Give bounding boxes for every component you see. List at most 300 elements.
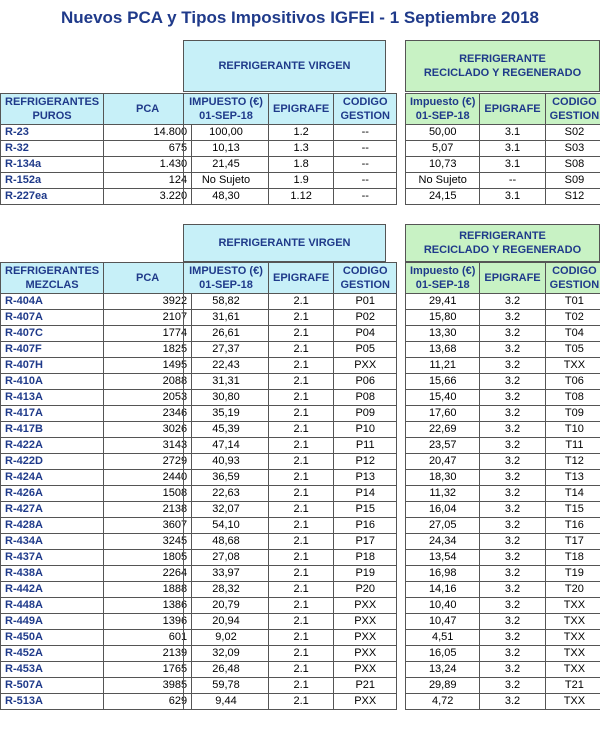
table-row [406,614,600,630]
cell-code: P06 [334,374,397,390]
table-row [1,678,192,694]
column-header [480,263,545,294]
cell-name: R-407C [1,326,104,342]
cell-name: R-422D [1,454,104,470]
cell-tax: 40,93 [184,454,269,470]
column-header-line: CODIGO [552,265,597,277]
cell-code: P15 [334,502,397,518]
table-row [1,646,192,662]
cell-pca: 3245 [104,534,192,550]
recycled-title-line1: REFRIGERANTE [459,53,546,65]
cell-epi2: 3.1 [480,157,545,173]
cell-name: R-427A [1,502,104,518]
column-header [269,263,334,294]
cell-pca: 3.220 [104,189,192,205]
cell-epi: 2.1 [269,470,334,486]
cell-epi: 2.1 [269,646,334,662]
table-row [406,518,600,534]
table-row [406,294,600,310]
table-row [184,189,397,205]
cell-code2: T06 [545,374,600,390]
table-row [1,157,192,173]
cell-epi: 2.1 [269,294,334,310]
cell-tax: 22,43 [184,358,269,374]
cell-code2: TXX [545,646,600,662]
table-row [1,470,192,486]
cell-pca: 1825 [104,342,192,358]
cell-tax: 48,68 [184,534,269,550]
table-row [406,125,600,141]
table-row [1,406,192,422]
cell-tax: 22,63 [184,486,269,502]
table-row [184,630,397,646]
cell-name: R-442A [1,582,104,598]
cell-epi2: 3.2 [480,294,545,310]
cell-tax: 54,10 [184,518,269,534]
cell-epi: 1.2 [269,125,334,141]
table-row [1,189,192,205]
cell-name: R-152a [1,173,104,189]
cell-code: PXX [334,662,397,678]
cell-tax2: 13,30 [406,326,480,342]
table-row [184,310,397,326]
cell-code: PXX [334,358,397,374]
table-row [406,630,600,646]
table-row [406,646,600,662]
column-header-line: EPIGRAFE [484,103,541,115]
table-row [406,358,600,374]
cell-code2: T08 [545,390,600,406]
cell-code2: TXX [545,598,600,614]
cell-name: R-413A [1,390,104,406]
cell-name: R-404A [1,294,104,310]
cell-code2: T16 [545,518,600,534]
table-row [406,406,600,422]
section2-table-3 [405,262,600,710]
cell-epi2: 3.2 [480,630,545,646]
table-row [184,157,397,173]
cell-epi2: 3.2 [480,518,545,534]
table-row [1,694,192,710]
cell-epi2: 3.1 [480,189,545,205]
cell-epi2: 3.2 [480,310,545,326]
cell-tax2: 15,80 [406,310,480,326]
cell-tax: 35,19 [184,406,269,422]
cell-tax2: 11,32 [406,486,480,502]
cell-epi: 2.1 [269,422,334,438]
cell-tax2: 24,15 [406,189,480,205]
table-row [184,614,397,630]
cell-code: P16 [334,518,397,534]
cell-tax: 32,07 [184,502,269,518]
cell-epi2: 3.2 [480,486,545,502]
cell-epi2: 3.1 [480,125,545,141]
cell-tax2: 29,89 [406,678,480,694]
cell-name: R-452A [1,646,104,662]
cell-name: R-422A [1,438,104,454]
table-row [406,326,600,342]
table-row [1,566,192,582]
table-row [184,582,397,598]
table-row [406,582,600,598]
cell-name: R-428A [1,518,104,534]
cell-epi2: 3.2 [480,374,545,390]
column-header-line: GESTION [549,279,600,291]
cell-epi: 2.1 [269,358,334,374]
header-row [406,94,600,125]
table-row [1,422,192,438]
table-row [406,534,600,550]
cell-epi: 2.1 [269,454,334,470]
table-row [406,310,600,326]
cell-pca: 3026 [104,422,192,438]
cell-tax2: 27,05 [406,518,480,534]
cell-tax: 100,00 [184,125,269,141]
cell-epi: 1.8 [269,157,334,173]
cell-name: R-134a [1,157,104,173]
recycled-title-line1: REFRIGERANTE [459,230,546,242]
cell-pca: 3607 [104,518,192,534]
column-header-line: 01-SEP-18 [415,110,470,122]
cell-pca: 2264 [104,566,192,582]
cell-epi: 2.1 [269,566,334,582]
cell-code: P11 [334,438,397,454]
recycled-title-line2: RECICLADO Y REGENERADO [423,67,582,79]
cell-tax: 9,44 [184,694,269,710]
table-row [1,310,192,326]
cell-tax2: 10,73 [406,157,480,173]
cell-tax2: 22,69 [406,422,480,438]
column-header-line: GESTION [340,279,390,291]
cell-code2: S03 [545,141,600,157]
cell-epi2: 3.2 [480,582,545,598]
table-row [1,534,192,550]
table-row [406,157,600,173]
table-row [184,374,397,390]
recycled-header-2 [405,224,600,262]
column-header [406,94,480,125]
cell-pca: 1396 [104,614,192,630]
cell-name: R-227ea [1,189,104,205]
cell-epi2: 3.2 [480,358,545,374]
cell-epi: 2.1 [269,406,334,422]
cell-pca: 2440 [104,470,192,486]
cell-code: -- [334,157,397,173]
cell-tax2: 13,54 [406,550,480,566]
cell-tax2: 23,57 [406,438,480,454]
cell-tax: 9,02 [184,630,269,646]
cell-name: R-507A [1,678,104,694]
cell-epi2: 3.2 [480,694,545,710]
cell-code: P13 [334,470,397,486]
cell-tax2: 4,51 [406,630,480,646]
column-header-line: REFRIGERANTES [5,265,100,277]
table-row [184,598,397,614]
table-row [406,390,600,406]
cell-name: R-407H [1,358,104,374]
table-row [184,406,397,422]
cell-tax: 32,09 [184,646,269,662]
cell-tax: 26,48 [184,662,269,678]
table-row [1,486,192,502]
cell-code2: T18 [545,550,600,566]
cell-tax: 27,08 [184,550,269,566]
recycled-title-line2: RECICLADO Y REGENERADO [423,244,582,256]
cell-tax: 45,39 [184,422,269,438]
cell-epi: 2.1 [269,662,334,678]
cell-tax2: 13,24 [406,662,480,678]
recycled-header-1 [405,40,600,92]
cell-code2: S09 [545,173,600,189]
cell-tax: 33,97 [184,566,269,582]
table-row [184,294,397,310]
cell-code2: T17 [545,534,600,550]
cell-tax2: No Sujeto [406,173,480,189]
cell-tax2: 16,04 [406,502,480,518]
table-row [184,173,397,189]
table-row [406,438,600,454]
cell-code: P08 [334,390,397,406]
table-row [184,486,397,502]
cell-pca: 2729 [104,454,192,470]
table-row [184,678,397,694]
column-header-line: EPIGRAFE [484,272,541,284]
cell-code: -- [334,189,397,205]
column-header-line: PCA [136,103,160,115]
table-row [184,502,397,518]
cell-pca: 2107 [104,310,192,326]
table-row [406,550,600,566]
cell-code2: T15 [545,502,600,518]
header-row [184,263,397,294]
cell-code: PXX [334,694,397,710]
cell-epi2: 3.2 [480,326,545,342]
table-row [184,550,397,566]
cell-code: P05 [334,342,397,358]
table-row [406,422,600,438]
cell-name: R-513A [1,694,104,710]
cell-name: R-410A [1,374,104,390]
cell-tax: 31,31 [184,374,269,390]
cell-epi2: 3.2 [480,502,545,518]
table-row [1,358,192,374]
cell-pca: 601 [104,630,192,646]
cell-code2: T14 [545,486,600,502]
table-row [184,358,397,374]
cell-code: P09 [334,406,397,422]
cell-epi: 1.9 [269,173,334,189]
cell-code2: T09 [545,406,600,422]
table-row [184,454,397,470]
column-header-line: 01-SEP-18 [415,279,470,291]
cell-name: R-453A [1,662,104,678]
cell-code: P21 [334,678,397,694]
cell-tax2: 15,66 [406,374,480,390]
cell-name: R-424A [1,470,104,486]
cell-epi2: 3.2 [480,454,545,470]
cell-tax: 31,61 [184,310,269,326]
header-row [184,94,397,125]
cell-pca: 124 [104,173,192,189]
virgin-header-1 [183,40,386,92]
column-header [334,263,397,294]
cell-code2: T05 [545,342,600,358]
table-row [184,326,397,342]
cell-tax2: 24,34 [406,534,480,550]
cell-code2: S12 [545,189,600,205]
table-row [1,518,192,534]
column-header-line: 01-SEP-18 [199,279,253,291]
cell-tax2: 10,40 [406,598,480,614]
cell-epi: 1.12 [269,189,334,205]
cell-tax2: 11,21 [406,358,480,374]
header-row [1,94,192,125]
cell-code2: S08 [545,157,600,173]
cell-name: R-407F [1,342,104,358]
cell-tax: 27,37 [184,342,269,358]
cell-name: R-426A [1,486,104,502]
cell-epi2: -- [480,173,545,189]
cell-tax2: 16,05 [406,646,480,662]
cell-code: P12 [334,454,397,470]
cell-epi: 2.1 [269,438,334,454]
cell-code2: TXX [545,614,600,630]
column-header-line: Impuesto (€) [410,265,476,277]
cell-name: R-437A [1,550,104,566]
cell-code2: TXX [545,662,600,678]
cell-code2: TXX [545,630,600,646]
table-row [1,125,192,141]
cell-name: R-407A [1,310,104,326]
header-row [406,263,600,294]
cell-epi: 2.1 [269,534,334,550]
cell-name: R-23 [1,125,104,141]
table-row [184,390,397,406]
table-row [184,342,397,358]
cell-epi: 2.1 [269,342,334,358]
cell-pca: 3922 [104,294,192,310]
cell-epi2: 3.2 [480,550,545,566]
cell-epi: 2.1 [269,502,334,518]
cell-code2: T19 [545,566,600,582]
section1-table-3 [405,93,600,205]
cell-epi: 1.3 [269,141,334,157]
cell-pca: 3143 [104,438,192,454]
table-row [1,454,192,470]
column-header [1,263,104,294]
table-row [1,390,192,406]
cell-code: P14 [334,486,397,502]
cell-epi: 2.1 [269,390,334,406]
cell-code: PXX [334,646,397,662]
column-header [269,94,334,125]
cell-code2: T11 [545,438,600,454]
table-row [184,694,397,710]
column-header [184,94,269,125]
virgin-title: REFRIGERANTE VIRGEN [218,237,351,249]
cell-code2: T01 [545,294,600,310]
table-row [184,534,397,550]
cell-name: R-450A [1,630,104,646]
cell-code2: T13 [545,470,600,486]
cell-tax2: 20,47 [406,454,480,470]
cell-code: P01 [334,294,397,310]
cell-epi2: 3.2 [480,598,545,614]
table-row [184,470,397,486]
cell-epi2: 3.2 [480,470,545,486]
column-header [104,263,192,294]
table-row [1,294,192,310]
section2-table-2 [183,262,397,710]
column-header-line: Impuesto (€) [410,96,476,108]
section1-table-1 [0,93,192,205]
table-row [406,678,600,694]
table-row [1,326,192,342]
cell-code: P19 [334,566,397,582]
cell-name: R-434A [1,534,104,550]
column-header-line: GESTION [340,110,390,122]
table-row [406,189,600,205]
cell-pca: 1.430 [104,157,192,173]
table-row [406,694,600,710]
cell-code2: T10 [545,422,600,438]
cell-tax2: 4,72 [406,694,480,710]
cell-epi2: 3.2 [480,614,545,630]
cell-epi: 2.1 [269,598,334,614]
cell-tax2: 14,16 [406,582,480,598]
table-row [406,141,600,157]
cell-pca: 1386 [104,598,192,614]
cell-pca: 1888 [104,582,192,598]
column-header [334,94,397,125]
table-row [1,438,192,454]
cell-epi: 2.1 [269,374,334,390]
column-header-line: GESTION [549,110,600,122]
column-header [184,263,269,294]
cell-code2: S02 [545,125,600,141]
table-row [406,470,600,486]
table-row [1,662,192,678]
cell-code2: T21 [545,678,600,694]
cell-name: R-417A [1,406,104,422]
cell-code2: T02 [545,310,600,326]
column-header-line: EPIGRAFE [273,103,330,115]
cell-code: P10 [334,422,397,438]
column-header [480,94,545,125]
cell-pca: 1495 [104,358,192,374]
column-header-line: REFRIGERANTES [5,96,100,108]
cell-tax: 28,32 [184,582,269,598]
cell-pca: 2138 [104,502,192,518]
column-header [545,263,600,294]
cell-code2: T12 [545,454,600,470]
column-header [406,263,480,294]
cell-epi2: 3.2 [480,406,545,422]
table-row [406,173,600,189]
table-row [406,598,600,614]
table-row [1,582,192,598]
column-header-line: EPIGRAFE [273,272,330,284]
table-row [406,566,600,582]
cell-tax2: 50,00 [406,125,480,141]
table-row [184,125,397,141]
table-row [406,342,600,358]
cell-code: PXX [334,614,397,630]
cell-epi2: 3.2 [480,662,545,678]
table-row [184,566,397,582]
table-row [184,662,397,678]
cell-epi: 2.1 [269,326,334,342]
